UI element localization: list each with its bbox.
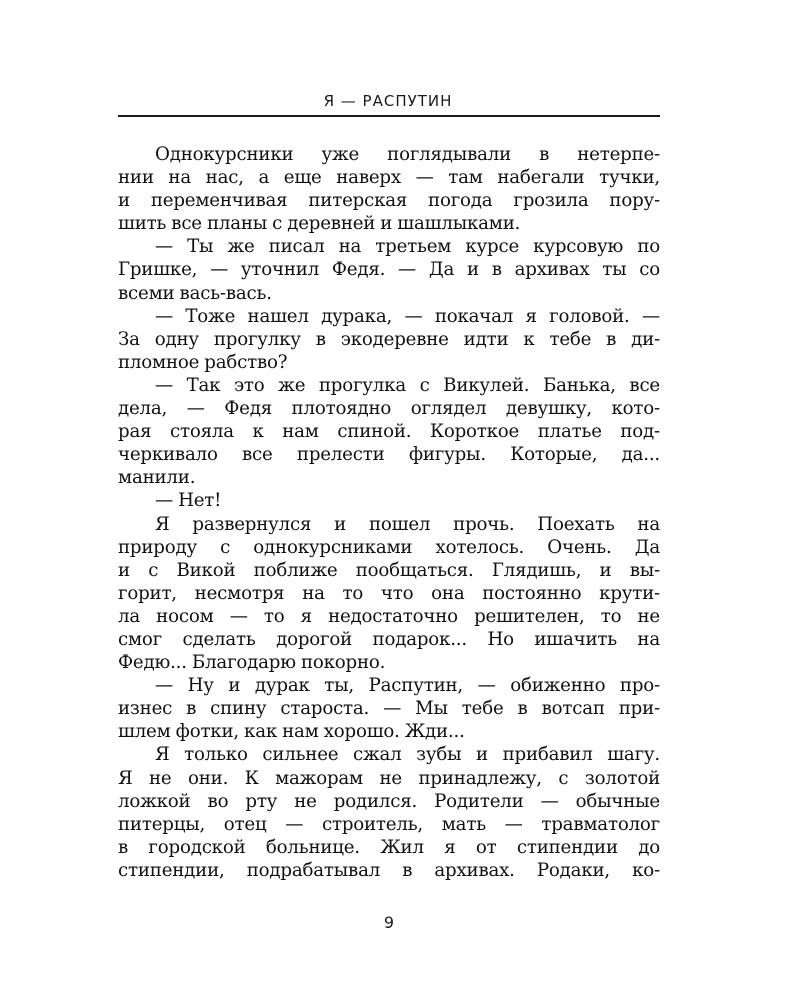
text-line: рая стояла к нам спиной. Короткое платье под-: [118, 421, 660, 443]
text-line: — Нет!: [155, 490, 222, 512]
text-line: и с Викой поближе пообщаться. Глядишь, и вы-: [118, 559, 660, 581]
text-line: — Тоже нашел дурака, — покачал я головой. —: [155, 305, 660, 327]
text-line: горит, несмотря на то что она постоянно крути-: [118, 582, 660, 604]
text-line: черкивало все прелести фигуры. Которые, да...: [118, 444, 660, 466]
text-line: в городской больнице. Жил я от стипендии до: [118, 836, 660, 858]
text-line: нии на нас, а еще наверх — там набегали тучки,: [118, 167, 660, 189]
header-rule: [118, 115, 660, 117]
text-line: Я только сильнее сжал зубы и прибавил шагу.: [155, 744, 660, 766]
text-line: За одну прогулку в экодеревне идти к тебе в ди-: [118, 328, 660, 350]
text-line: ла носом — то я недостаточно решителен, то не: [118, 605, 660, 627]
text-line: стипендии, подрабатывал в архивах. Родаки, ко-: [118, 859, 660, 881]
text-line: Я развернулся и пошел прочь. Поехать на: [155, 513, 660, 535]
text-line: дела, — Федя плотоядно оглядел девушку, кото-: [118, 398, 660, 420]
running-head-title: Я — РАСПУТИН: [323, 92, 453, 110]
body-text: [118, 143, 660, 882]
text-line: пломное рабство?: [118, 351, 288, 373]
text-line: Федю... Благодарю покорно.: [118, 652, 386, 674]
text-line: Однокурсники уже поглядывали в нетерпе-: [155, 144, 660, 165]
text-line: всеми вась-вась.: [118, 282, 272, 304]
text-line: Гришке, — уточнил Федя. — Да и в архивах ты со: [118, 259, 660, 281]
text-line: природу с однокурсниками хотелось. Очень. Да: [118, 536, 660, 558]
text-line: Я не они. К мажорам не принадлежу, с золотой: [118, 767, 660, 789]
text-line: шить все планы с деревней и шашлыками.: [118, 213, 521, 235]
text-line: манили.: [118, 467, 196, 489]
text-line: — Ну и дурак ты, Распутин, — обиженно про-: [155, 675, 660, 697]
text-line: ложкой во рту не родился. Родители — обычные: [118, 790, 660, 812]
text-line: смог сделать дорогой подарок... Но ишачить на: [118, 628, 660, 650]
text-line: — Так это же прогулка с Викулей. Банька, все: [155, 374, 660, 396]
page-number: 9: [383, 913, 395, 932]
text-line: и переменчивая питерская погода грозила пору-: [118, 190, 660, 212]
text-line: изнес в спину староста. — Мы тебе в вотсап при-: [118, 698, 660, 720]
text-line: питерцы, отец — строитель, мать — травматолог: [118, 813, 660, 835]
text-line: шлем фотки, как нам хорошо. Жди...: [118, 721, 465, 743]
text-line: — Ты же писал на третьем курсе курсовую по: [155, 236, 660, 258]
